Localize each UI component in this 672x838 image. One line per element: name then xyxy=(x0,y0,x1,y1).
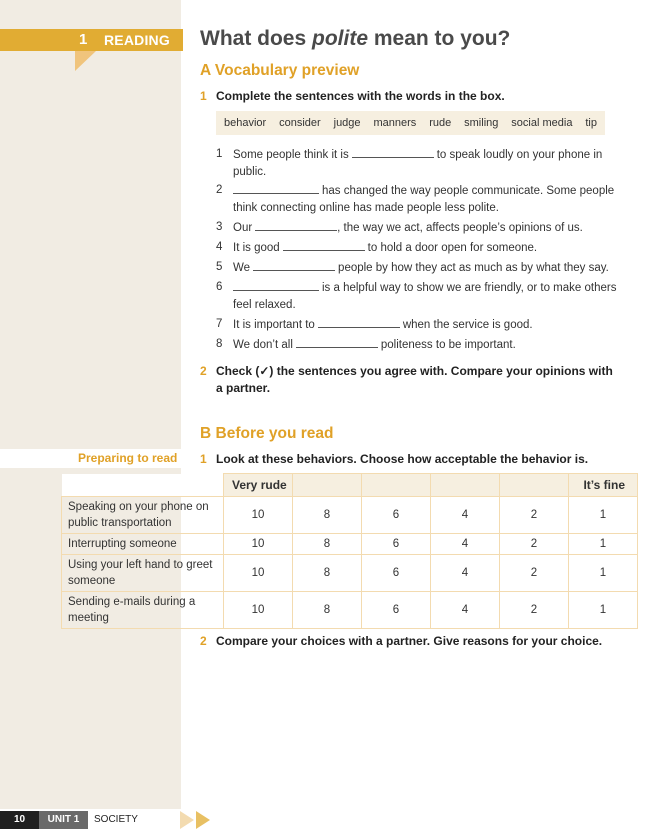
rating-option[interactable]: 2 xyxy=(500,534,569,555)
rating-option[interactable]: 4 xyxy=(431,497,500,534)
rating-option[interactable]: 10 xyxy=(224,592,293,629)
behavior-label: Sending e-mails during a meeting xyxy=(62,592,224,629)
rating-option[interactable]: 6 xyxy=(362,497,431,534)
fill-blank[interactable] xyxy=(283,239,365,251)
behavior-label: Speaking on your phone on public transportation xyxy=(62,497,224,534)
word-box-item: judge xyxy=(333,117,361,129)
question-number: 2 xyxy=(200,634,207,648)
fill-blank[interactable] xyxy=(318,316,400,328)
question-number: 2 xyxy=(200,364,207,378)
rating-option[interactable]: 1 xyxy=(569,592,638,629)
fill-blank[interactable] xyxy=(255,219,337,231)
rating-option[interactable]: 6 xyxy=(362,534,431,555)
question-instruction: Look at these behaviors. Choose how acceptable the behavior is. xyxy=(216,452,589,466)
rating-option[interactable]: 8 xyxy=(293,497,362,534)
page-title: What does polite mean to you? xyxy=(200,27,511,50)
rating-option[interactable]: 6 xyxy=(362,592,431,629)
topic-label: SOCIETY xyxy=(88,811,180,829)
rating-option[interactable]: 2 xyxy=(500,555,569,592)
rating-option[interactable]: 10 xyxy=(224,497,293,534)
rating-option[interactable]: 2 xyxy=(500,497,569,534)
rating-table xyxy=(61,473,638,629)
question-number: 1 xyxy=(200,452,207,466)
behavior-label: Interrupting someone xyxy=(62,534,224,555)
rating-option[interactable]: 8 xyxy=(293,555,362,592)
word-box-item: smiling xyxy=(464,117,499,129)
fill-blank[interactable] xyxy=(253,259,335,271)
fill-blank[interactable] xyxy=(352,146,434,158)
rating-option[interactable]: 2 xyxy=(500,592,569,629)
side-panel xyxy=(0,0,181,838)
behavior-label: Using your left hand to greet someone xyxy=(62,555,224,592)
word-box-item: consider xyxy=(279,117,321,129)
word-box-item: tip xyxy=(585,117,597,129)
fill-blank[interactable] xyxy=(233,279,319,291)
rating-option[interactable]: 1 xyxy=(569,497,638,534)
word-box-item: rude xyxy=(429,117,452,129)
question-number: 1 xyxy=(200,89,207,103)
page-number: 10 xyxy=(0,811,39,829)
question-instruction: Compare your choices with a partner. Give reasons for your choice. xyxy=(216,634,603,648)
rating-option[interactable]: 1 xyxy=(569,534,638,555)
table-header-cell xyxy=(431,474,500,497)
rating-option[interactable]: 4 xyxy=(431,555,500,592)
word-box-item: manners xyxy=(373,117,417,129)
tab-notch-decoration xyxy=(75,51,96,71)
section-number: 1 xyxy=(79,31,88,48)
table-header-cell xyxy=(293,474,362,497)
table-header-cell xyxy=(500,474,569,497)
table-header-row xyxy=(62,474,638,497)
rating-option[interactable]: 10 xyxy=(224,534,293,555)
chevron-icon xyxy=(196,811,210,829)
question-instruction-cont: a partner. xyxy=(216,381,271,395)
section-tab xyxy=(0,29,183,51)
fill-blank[interactable] xyxy=(233,182,319,194)
section-b-heading: B Before you read xyxy=(200,425,334,442)
rating-option[interactable]: 4 xyxy=(431,592,500,629)
section-label: READING xyxy=(104,32,170,48)
table-row xyxy=(62,534,638,555)
rating-option[interactable]: 6 xyxy=(362,555,431,592)
word-box xyxy=(216,111,605,135)
rating-option[interactable]: 8 xyxy=(293,592,362,629)
rating-option[interactable]: 8 xyxy=(293,534,362,555)
table-header-cell: Very rude xyxy=(224,474,293,497)
side-label: Preparing to read xyxy=(78,451,178,465)
question-instruction: Check (✓) the sentences you agree with. Compare your opinions with xyxy=(216,364,613,378)
chevron-icon xyxy=(180,811,194,829)
table-row xyxy=(62,592,638,629)
unit-label: UNIT 1 xyxy=(39,811,88,829)
rating-option[interactable]: 1 xyxy=(569,555,638,592)
table-row xyxy=(62,497,638,534)
word-box-item: social media xyxy=(511,117,573,129)
rating-option[interactable]: 4 xyxy=(431,534,500,555)
question-instruction: Complete the sentences with the words in the box. xyxy=(216,89,505,103)
section-a-heading: A Vocabulary preview xyxy=(200,62,360,79)
table-header-cell xyxy=(62,474,224,497)
table-header-cell xyxy=(362,474,431,497)
rating-option[interactable]: 10 xyxy=(224,555,293,592)
word-box-item: behavior xyxy=(224,117,267,129)
table-row xyxy=(62,555,638,592)
table-header-cell: It’s fine xyxy=(569,474,638,497)
fill-blank[interactable] xyxy=(296,336,378,348)
